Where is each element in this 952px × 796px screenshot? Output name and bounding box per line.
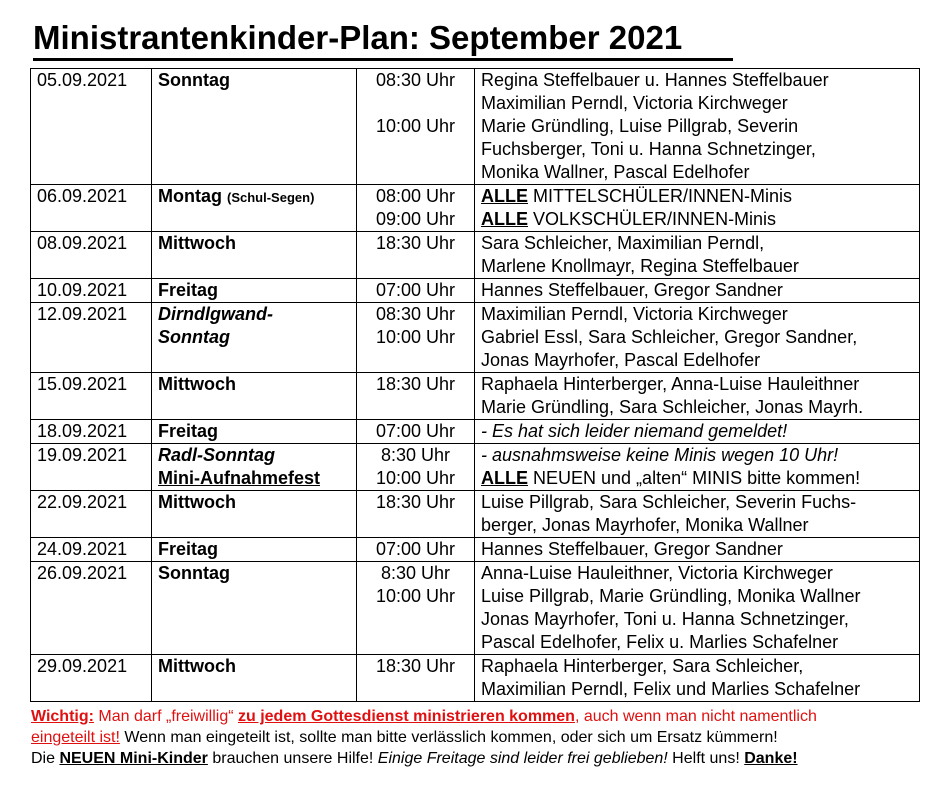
footer-line-1 [31, 706, 931, 727]
time-line: 07:00 Uhr [375, 421, 456, 441]
table-row [31, 373, 920, 420]
footer-text: Helft uns! [667, 750, 745, 767]
footer-emphasis: zu jedem Gottesdienst ministrieren kommen [237, 708, 575, 725]
time-line: 07:00 Uhr [375, 539, 456, 559]
time-cell [357, 655, 475, 702]
day-cell: Sonntag [152, 69, 357, 185]
time-cell [357, 491, 475, 538]
names-cell [475, 491, 920, 538]
day-cell: Mittwoch [152, 373, 357, 420]
footer-italic: Einige Freitage sind leider frei geblieben! [377, 750, 668, 767]
time-line: 18:30 Uhr [375, 492, 456, 512]
footer-text: Die [31, 750, 60, 767]
day-line: Dirndlgwand- [158, 304, 273, 324]
time-cell [357, 373, 475, 420]
table-row [31, 420, 920, 444]
time-line: 8:30 Uhr [380, 445, 451, 465]
day-cell: Freitag [152, 279, 357, 303]
time-line: 10:00 Uhr [375, 468, 456, 488]
day-cell: Freitag [152, 420, 357, 444]
day-note: (Schul-Segen) [227, 190, 315, 205]
name-line: Jonas Mayrhofer, Toni u. Hanna Schnetzinger, [481, 609, 849, 629]
names-cell [475, 185, 920, 232]
date-cell: 19.09.2021 [31, 444, 152, 491]
footer-line-3 [31, 748, 931, 769]
time-cell [357, 279, 475, 303]
table-row [31, 444, 920, 491]
time-cell [357, 420, 475, 444]
alle-label: ALLE [481, 186, 528, 206]
name-line: Anna-Luise Hauleithner, Victoria Kirchweger [481, 563, 833, 583]
fest-label: Mini-Aufnahmefest [158, 468, 320, 488]
name-line [481, 185, 913, 208]
footer-line-2 [31, 727, 931, 748]
day-line: Sonntag [158, 327, 230, 347]
footer-text: Wenn man eingeteilt ist, sollte man bitte verlässlich kommen, oder sich um Ersatz kümmern! [119, 729, 778, 746]
name-line: Maximilian Perndl, Felix und Marlies Schafelner [481, 679, 861, 699]
exception-note: - ausnahmsweise keine Minis wegen 10 Uhr! [481, 445, 839, 465]
date-cell: 29.09.2021 [31, 655, 152, 702]
table-row [31, 655, 920, 702]
name-line: Marie Gründling, Sara Schleicher, Jonas Mayrh. [481, 397, 864, 417]
names-cell [475, 303, 920, 373]
names-cell [475, 444, 920, 491]
names-cell [475, 562, 920, 655]
table-row [31, 185, 920, 232]
names-cell [475, 373, 920, 420]
table-row [31, 69, 920, 185]
date-cell: 06.09.2021 [31, 185, 152, 232]
time-line: 08:30 Uhr [375, 70, 456, 90]
time-line: 18:30 Uhr [375, 656, 456, 676]
time-cell [357, 562, 475, 655]
time-line: 8:30 Uhr [380, 563, 451, 583]
day-cell: Mittwoch [152, 232, 357, 279]
name-line: Regina Steffelbauer u. Hannes Steffelbauer [481, 70, 829, 90]
footer-emphasis: eingeteilt ist! [31, 729, 120, 746]
name-line: Raphaela Hinterberger, Anna-Luise Hauleithner [481, 374, 860, 394]
time-line: 10:00 Uhr [375, 327, 456, 347]
time-line: 18:30 Uhr [375, 233, 456, 253]
table-row [31, 279, 920, 303]
time-cell [357, 538, 475, 562]
time-cell [357, 185, 475, 232]
day-line [158, 467, 350, 490]
name-line: Monika Wallner, Pascal Edelhofer [481, 162, 750, 182]
alle-label: ALLE [481, 468, 528, 488]
time-line: 10:00 Uhr [375, 586, 456, 606]
day-cell: Mittwoch [152, 491, 357, 538]
name-line: Fuchsberger, Toni u. Hanna Schnetzinger, [481, 139, 816, 159]
footer-notice [31, 706, 931, 769]
date-cell: 24.09.2021 [31, 538, 152, 562]
footer-emphasis: NEUEN Mini-Kinder [59, 750, 208, 767]
names-cell [475, 420, 920, 444]
footer-text: , auch wenn man nicht namentlich [574, 708, 817, 725]
name-line: berger, Jonas Mayrhofer, Monika Wallner [481, 515, 809, 535]
time-cell [357, 232, 475, 279]
name-line: Jonas Mayrhofer, Pascal Edelhofer [481, 350, 761, 370]
names-cell [475, 232, 920, 279]
names-cell [475, 279, 920, 303]
table-row [31, 491, 920, 538]
name-line: Maximilian Perndl, Victoria Kirchweger [481, 304, 788, 324]
name-line: Raphaela Hinterberger, Sara Schleicher, [481, 656, 804, 676]
title-underline [33, 58, 733, 61]
name-line [481, 208, 913, 231]
time-line: 18:30 Uhr [375, 374, 456, 394]
day-cell: Sonntag [152, 562, 357, 655]
date-cell: 08.09.2021 [31, 232, 152, 279]
day-cell [152, 303, 357, 373]
names-cell [475, 655, 920, 702]
date-cell: 12.09.2021 [31, 303, 152, 373]
footer-text: Man darf „freiwillig“ [93, 708, 238, 725]
day-cell: Freitag [152, 538, 357, 562]
day-cell [152, 444, 357, 491]
name-line: Marie Gründling, Luise Pillgrab, Severin [481, 116, 799, 136]
schedule-table [30, 68, 920, 702]
time-cell [357, 444, 475, 491]
table-row [31, 562, 920, 655]
date-cell: 26.09.2021 [31, 562, 152, 655]
name-line: Luise Pillgrab, Marie Gründling, Monika Wallner [481, 586, 861, 606]
footer-text: brauchen unsere Hilfe! [207, 750, 378, 767]
thanks-label: Danke! [744, 750, 798, 767]
names-cell [475, 69, 920, 185]
name-line: Gabriel Essl, Sara Schleicher, Gregor Sandner, [481, 327, 858, 347]
time-line: 08:00 Uhr [375, 186, 456, 206]
name-line: Marlene Knollmayr, Regina Steffelbauer [481, 256, 799, 276]
time-cell [357, 303, 475, 373]
table-row [31, 303, 920, 373]
wichtig-label: Wichtig: [31, 708, 94, 725]
date-cell: 05.09.2021 [31, 69, 152, 185]
no-volunteer-note: - Es hat sich leider niemand gemeldet! [481, 421, 788, 441]
date-cell: 15.09.2021 [31, 373, 152, 420]
group-text: NEUEN und „alten“ MINIS bitte kommen! [533, 468, 861, 488]
name-line: Hannes Steffelbauer, Gregor Sandner [481, 280, 783, 300]
table-row [31, 538, 920, 562]
day-label: Montag [158, 186, 222, 206]
group-text: VOLKSCHÜLER/INNEN-Minis [533, 209, 777, 229]
names-cell [475, 538, 920, 562]
time-line: 08:30 Uhr [375, 304, 456, 324]
name-line: Hannes Steffelbauer, Gregor Sandner [481, 539, 783, 559]
name-line [481, 467, 913, 490]
time-line: 10:00 Uhr [375, 116, 456, 136]
time-spacer [363, 92, 468, 115]
group-text: MITTELSCHÜLER/INNEN-Minis [533, 186, 793, 206]
time-cell [357, 69, 475, 185]
date-cell: 22.09.2021 [31, 491, 152, 538]
day-line: Radl-Sonntag [158, 445, 275, 465]
page-title: Ministrantenkinder-Plan: September 2021 [33, 19, 683, 56]
table-row [31, 232, 920, 279]
name-line: Maximilian Perndl, Victoria Kirchweger [481, 93, 788, 113]
name-line: Sara Schleicher, Maximilian Perndl, [481, 233, 765, 253]
date-cell: 10.09.2021 [31, 279, 152, 303]
time-line: 09:00 Uhr [375, 209, 456, 229]
name-line: Pascal Edelhofer, Felix u. Marlies Schafelner [481, 632, 839, 652]
date-cell: 18.09.2021 [31, 420, 152, 444]
day-cell: Mittwoch [152, 655, 357, 702]
day-cell [152, 185, 357, 232]
time-line: 07:00 Uhr [375, 280, 456, 300]
name-line: Luise Pillgrab, Sara Schleicher, Severin Fuchs- [481, 492, 857, 512]
alle-label: ALLE [481, 209, 528, 229]
